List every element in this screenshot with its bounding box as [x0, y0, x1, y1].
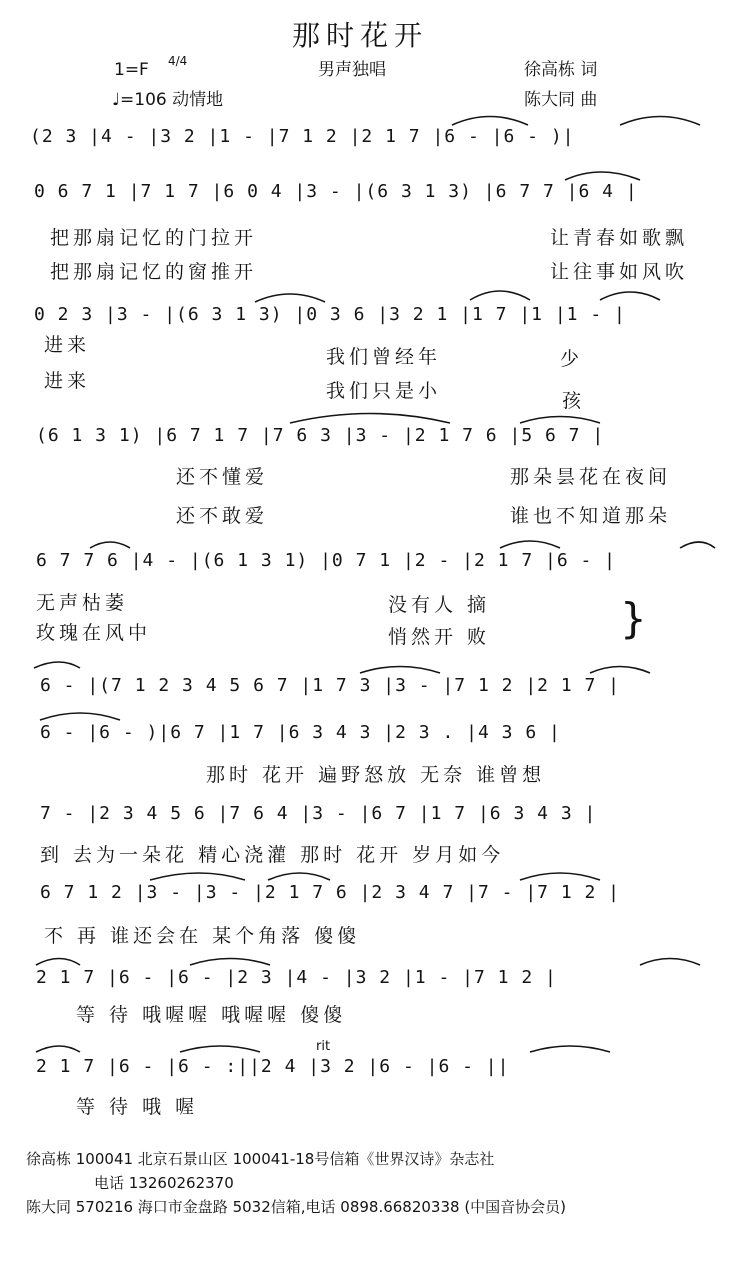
lyric-row-4-right-verse-2: 谁也不知道那朵 [510, 505, 672, 527]
ritardando-mark: rit [316, 1039, 331, 1054]
slur [36, 959, 80, 966]
time-signature: 4/4 [168, 54, 188, 68]
slur [40, 713, 120, 720]
notation-row-4: (6 1 3 1) |6 7 1 7 |7 6 3 |3 - |2 1 7 6 |5 6 7 | [36, 425, 605, 446]
lyric-row-3-end-verse-2: 孩 [562, 390, 586, 412]
key-signature: 1=F [114, 60, 149, 80]
slur [470, 291, 530, 300]
footer-composer-address: 陈大同 570216 海口市金盘路 5032信箱,电话 0898.66820338 (中国音协会员) [26, 1198, 567, 1216]
lyric-row-2-verse-1: 把那扇记忆的门拉开 [50, 227, 258, 249]
lyric-row-5-verse-1: 无声枯萎 [36, 592, 129, 614]
notation-row-3: 0 2 3 |3 - |(6 3 1 3) |0 3 6 |3 2 1 |1 7 |1 |1 - | [34, 304, 626, 325]
lyric-row-5-right-verse-2: 悄然开 败 [388, 626, 491, 648]
slur [190, 959, 270, 966]
slur [590, 667, 650, 674]
lyric-row-3-mid-verse-1: 我们曾经年 [326, 346, 442, 368]
lyric-row-4-verse-1: 还不懂爱 [176, 466, 269, 488]
lyric-row-4-verse-2: 还不敢爱 [176, 505, 269, 527]
lyric-row-8: 到 去为一朵花 精心浇灌 那时 花开 岁月如今 [40, 844, 505, 866]
slur [530, 1046, 610, 1052]
footer-lyricist-address: 徐高栋 100041 北京石景山区 100041-18号信箱《世界汉诗》杂志社 [26, 1150, 495, 1168]
lyric-row-3-verse-1: 进来 [44, 334, 91, 356]
slur [620, 117, 700, 126]
notation-row-7: 6 - |6 - )|6 7 |1 7 |6 3 4 3 |2 3 . |4 3 6 | [40, 722, 561, 743]
lyric-row-10: 等 待 哦喔喔 哦喔喔 傻傻 [76, 1004, 347, 1026]
slur [452, 117, 528, 126]
lyricist-credit: 徐高栋 词 [524, 60, 598, 80]
slur [150, 873, 245, 880]
notation-row-5: 6 7 7 6 |4 - |(6 1 3 1) |0 7 1 |2 - |2 1 7 |6 - | [36, 550, 617, 571]
lyric-row-7: 那时 花开 遍野怒放 无奈 谁曾想 [206, 764, 546, 786]
notation-row-1: (2 3 |4 - |3 2 |1 - |7 1 2 |2 1 7 |6 - |6 - )| [30, 126, 575, 147]
song-title: 那时花开 [292, 19, 429, 52]
slur [268, 873, 330, 880]
notation-row-10: 2 1 7 |6 - |6 - |2 3 |4 - |3 2 |1 - |7 1 2 | [36, 967, 557, 988]
composer-credit: 陈大同 曲 [524, 90, 598, 110]
verse-bracket: } [620, 594, 647, 643]
slur [520, 873, 600, 880]
slur [520, 417, 600, 424]
slur [255, 294, 325, 302]
lyric-row-3-mid-verse-2: 我们只是小 [326, 380, 442, 402]
lyric-row-9: 不 再 谁还会在 某个角落 傻傻 [44, 925, 361, 947]
notation-row-2: 0 6 7 1 |7 1 7 |6 0 4 |3 - |(6 3 1 3) |6 7 7 |6 4 | [34, 181, 638, 202]
slur [565, 172, 640, 180]
slur [180, 1046, 260, 1052]
voice-type: 男声独唱 [318, 60, 386, 80]
lyric-row-2-right-verse-2: 让往事如风吹 [550, 261, 689, 283]
lyric-row-2-right-verse-1: 让青春如歌飘 [550, 227, 689, 249]
slur [34, 662, 80, 668]
slur [600, 292, 660, 300]
lyric-row-11: 等 待 哦 喔 [76, 1096, 199, 1118]
lyric-row-5-right-verse-1: 没有人 摘 [388, 594, 491, 616]
notation-row-6: 6 - |(7 1 2 3 4 5 6 7 |1 7 3 |3 - |7 1 2 |2 1 7 | [40, 675, 621, 696]
slur [360, 667, 440, 674]
slur [90, 542, 130, 548]
lyric-row-5-verse-2: 玫瑰在风中 [36, 622, 152, 644]
slur [640, 959, 700, 966]
lyric-row-3-verse-2: 进来 [44, 370, 91, 392]
notation-row-11: 2 1 7 |6 - |6 - :||2 4 |3 2 |6 - |6 - || [36, 1056, 510, 1077]
tempo-marking: ♩=106 动情地 [112, 90, 224, 110]
slur [36, 1046, 80, 1052]
notation-row-8: 7 - |2 3 4 5 6 |7 6 4 |3 - |6 7 |1 7 |6 3 4 3 | [40, 803, 597, 824]
notation-row-9: 6 7 1 2 |3 - |3 - |2 1 7 6 |2 3 4 7 |7 - |7 1 2 | [40, 882, 621, 903]
slur [290, 414, 450, 424]
lyric-row-2-verse-2: 把那扇记忆的窗推开 [50, 261, 258, 283]
lyric-row-4-right-verse-1: 那朵昙花在夜间 [510, 466, 672, 488]
footer-lyricist-phone: 电话 13260262370 [94, 1174, 234, 1192]
slur [680, 542, 715, 548]
slur [500, 541, 560, 548]
lyric-row-3-end-verse-1: 少 [560, 348, 584, 370]
